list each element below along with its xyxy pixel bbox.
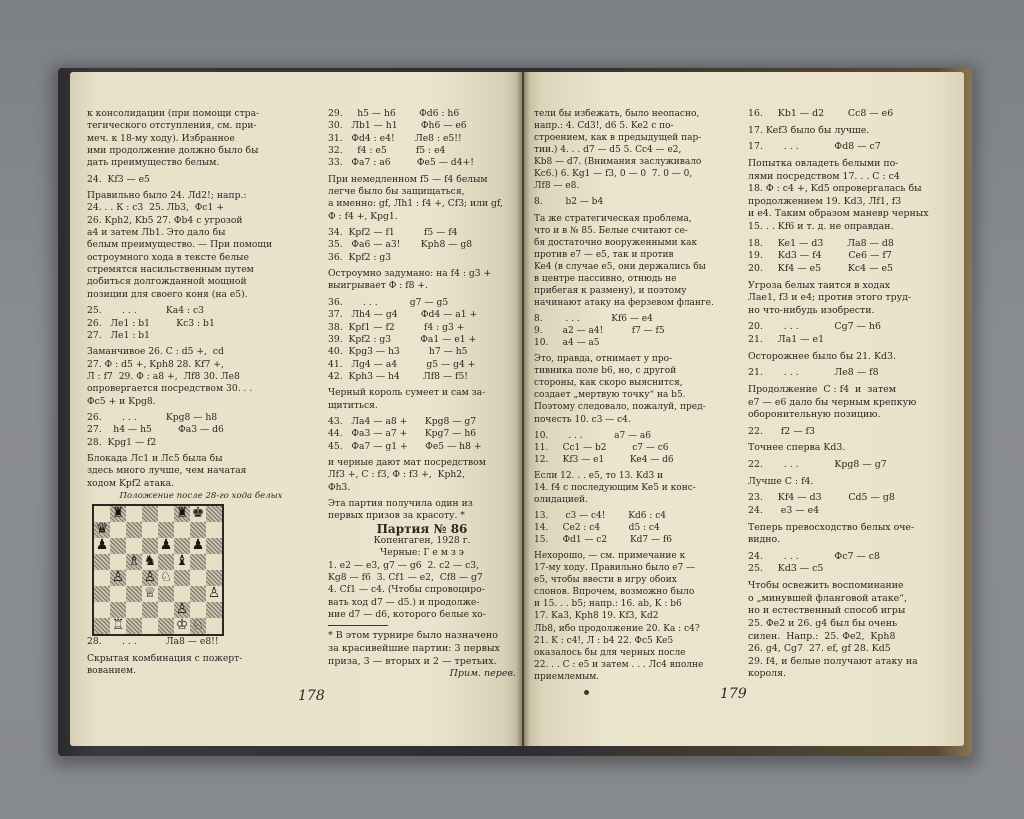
board-square <box>174 618 190 634</box>
board-square <box>206 538 222 554</box>
board-square <box>110 586 126 602</box>
board-square <box>174 570 190 586</box>
board-square <box>206 602 222 618</box>
text-line: прибегая к размену), и поэтому <box>534 285 687 296</box>
text-line: строением, как в предыдущей пар- <box>534 133 702 144</box>
text-line: 37. Лh4 — g4 Фd4 — a1 + <box>328 309 478 321</box>
text-line: Блокада Лc1 и Лc5 была бы <box>87 452 223 464</box>
chess-piece-icon: ♝ <box>175 553 189 569</box>
text-line: 22. . . . Kpg8 — g7 <box>748 459 887 470</box>
text-line: остроумного хода в тексте белые <box>87 251 249 263</box>
text-line: 12. Kf3 — e1 Ke4 — d6 <box>534 454 674 465</box>
text-line: 8. b2 — b4 <box>534 197 604 208</box>
footnote-sign: Прим. перев. <box>449 668 516 680</box>
board-square <box>110 506 126 522</box>
text-line: 32. f4 : e5 f5 : e4 <box>328 145 446 157</box>
board-square <box>190 586 206 602</box>
text-line: Нехорошо, — см. примечание к <box>534 551 686 562</box>
board-square <box>174 522 190 538</box>
board-square <box>126 506 142 522</box>
text-line: создает „мертвую точку“ на b5. <box>534 390 686 401</box>
text-line: Лf8 — e8. <box>534 181 580 192</box>
text-line: Продолжение C : f4 и затем <box>748 383 896 395</box>
text-line: 19. Kd3 — f4 Ce6 — f7 <box>748 250 892 262</box>
text-line: белым преимущество. — При помощи <box>87 239 273 251</box>
text-line: олидацией. <box>534 494 589 505</box>
text-line: Осторожнее было бы 21. Kd3. <box>748 350 896 362</box>
board-square <box>94 618 110 634</box>
text-line: 18. Ke1 — d3 Лa8 — d8 <box>748 237 894 249</box>
text-line: стороны, как скоро выяснится, <box>534 378 683 389</box>
text-line: выигрывает Ф : f8 +. <box>328 280 429 292</box>
text-line: Правильно было 24. Лd2!; напр.: <box>87 190 247 202</box>
text-line: 24. . . К : c3 25. Лb3, Фc1 + <box>87 202 225 214</box>
text-line: и 15. . . b5; напр.: 16. ab, K : b6 <box>534 599 682 610</box>
text-line: 21. Лa1 — e1 <box>748 334 825 345</box>
board-square <box>142 602 158 618</box>
text-line: о „минувшей фланговой атаке“, <box>748 592 907 604</box>
text-line: 35. Фa6 — a3! Kph8 — g8 <box>328 239 473 251</box>
text-line: Эта партия получила один из <box>328 497 473 509</box>
chess-piece-icon: ♟ <box>95 537 109 553</box>
text-line: 20. . . . Cg7 — h6 <box>748 321 881 333</box>
chess-piece-icon: ♛ <box>95 521 109 537</box>
text-line: слонов. Впрочем, возможно было <box>534 587 695 598</box>
text-line: Kg8 — f6 3. Cf1 — e2, Cf8 — g7 <box>328 572 483 584</box>
text-line: но что-нибудь изобрести. <box>748 304 875 316</box>
text-line: тели бы избежать, было неопасно, <box>534 109 700 119</box>
text-line: 21. . . . Лe8 — f8 <box>748 367 879 379</box>
text-line: 43. Лa4 — a8 + Kpg8 — g7 <box>328 415 477 427</box>
board-square <box>206 506 222 522</box>
text-line: Черный король сумеет и сам за- <box>328 387 486 399</box>
text-line: 25. . . . Ka4 : c3 <box>87 305 204 317</box>
text-line: вать ход d7 — d5.) и продолже- <box>328 596 480 608</box>
text-line: Скрытая комбинация с пожерт- <box>87 652 243 664</box>
text-line: 17. Kef3 было бы лучше. <box>748 124 870 136</box>
board-square <box>94 570 110 586</box>
text-line: 29. f4, и белые получают атаку на <box>748 655 918 667</box>
text-line: стремятся насильственным путем <box>87 264 254 276</box>
text-line: опровергается посредством 30. . . <box>87 383 253 395</box>
text-line: Kb8 — d7. (Внимания заслуживало <box>534 157 702 168</box>
text-line: видно. <box>748 534 781 546</box>
text-line: против e7 — e5, так и против <box>534 249 674 260</box>
board-square <box>190 570 206 586</box>
text-line: тегического отступления, см. при- <box>87 120 257 132</box>
text-line: 42. Kph3 — h4 Лf8 — f5! <box>328 370 468 382</box>
chess-diagram <box>92 504 224 636</box>
text-line: к консолидации (при помощи стра- <box>87 108 260 119</box>
board-square <box>206 554 222 570</box>
text-line: 27. Ф : d5 +, Kph8 28. Kf7 +, <box>87 358 224 370</box>
text-line: силен. Напр.: 25. Фe2, Kph8 <box>748 630 896 642</box>
text-line: 38. Kpf1 — f2 f4 : g3 + <box>328 321 465 333</box>
text-line: 39. Kpf2 : g3 Фa1 — e1 + <box>328 333 477 345</box>
chess-piece-icon: ♘ <box>191 617 205 633</box>
text-line: Угроза белых таится в ходах <box>748 279 891 291</box>
text-line: добиться долгожданной мощной <box>87 276 247 288</box>
text-line: Ф : f4 +, Kpg1. <box>328 210 398 222</box>
text-line: Лf3 +, С : f3, Ф : f3 +, Kph2, <box>328 469 466 481</box>
text-line: 14. f4 с последующим Ke5 и конс- <box>534 482 696 493</box>
text-line: Чтобы освежить воспоминание <box>748 580 904 591</box>
text-line: 36. . . . g7 — g5 <box>328 296 449 308</box>
board-square <box>190 554 206 570</box>
text-line: a4 и затем Лb1. Это дало бы <box>87 227 226 239</box>
chess-piece-icon: ♞ <box>143 553 157 569</box>
text-line: Ke4 (в случае e5, они держались бы <box>534 261 706 272</box>
board-square <box>158 506 174 522</box>
text-line: e7 — e6 дало бы черным крепкую <box>748 396 917 408</box>
board-square <box>142 522 158 538</box>
text-line: 17-му ходу. Правильно было e7 — <box>534 563 696 574</box>
chess-piece-icon: ♔ <box>175 617 189 633</box>
text-line: Остроумно задумано: на f4 : g3 + <box>328 268 492 280</box>
board-square <box>174 506 190 522</box>
text-line: 24. Kf3 — e5 <box>87 173 150 185</box>
page-number-left: 178 <box>298 688 325 704</box>
text-line: ими продолжение должно было бы <box>87 145 259 157</box>
board-square <box>206 618 222 634</box>
text-line: Kc6.) 6. Kg1 — f3, 0 — 0 7. 0 — 0, <box>534 169 693 180</box>
text-line: 40. Kpg3 — h3 h7 — h5 <box>328 346 468 358</box>
text-line: 26. g4, Cg7 27. ef, gf 28. Kd5 <box>748 643 891 655</box>
board-square <box>110 522 126 538</box>
text-line: и e4. Таким образом маневр черных <box>748 208 929 220</box>
right-page <box>524 72 964 746</box>
text-line: оборонительную позицию. <box>748 409 881 421</box>
board-square <box>94 554 110 570</box>
board-square <box>126 554 142 570</box>
board-square <box>190 506 206 522</box>
chess-piece-icon: ♟ <box>191 537 205 553</box>
text-line: Если 12. . . e5, то 13. Kd3 и <box>534 470 664 481</box>
text-line: начинают атаку на ферзевом фланге. <box>534 297 714 308</box>
text-line: почесть 10. c3 — c4. <box>534 414 631 425</box>
text-line: 25. Kd3 — c5 <box>748 563 824 575</box>
page-number-right: 179 <box>720 686 747 702</box>
footnote-rule <box>328 625 388 626</box>
text-line: лями посредством 17. . . C : c4 <box>748 170 900 182</box>
chess-piece-icon: ♜ <box>175 505 189 521</box>
board-square <box>94 538 110 554</box>
text-line: в центре пассивно, отнюдь не <box>534 273 677 284</box>
board-square <box>142 506 158 522</box>
text-line: 28. . . . Лa8 — e8!! <box>87 636 219 648</box>
text-line: 20. Kf4 — e5 Kc4 — e5 <box>748 262 893 274</box>
text-line: ние d7 — d6, которого белые хо- <box>328 609 486 621</box>
chess-piece-icon: ♙ <box>111 569 125 585</box>
board-square <box>142 618 158 634</box>
text-line: 10. a4 — a5 <box>534 338 600 349</box>
chess-piece-icon: ♗ <box>127 553 141 569</box>
text-line: 9. a2 — a4! f7 — f5 <box>534 326 665 337</box>
right-page-column-2 <box>748 108 958 681</box>
text-line: Фc5 + и Kpg8. <box>87 395 156 407</box>
text-line: ходом Kpf2 атака. <box>87 477 175 489</box>
text-line: дать преимущество белым. <box>87 157 220 169</box>
board-square <box>110 538 126 554</box>
text-line: Это, правда, отнимает у про- <box>534 354 673 365</box>
text-line: 24. e3 — e4 <box>748 504 820 516</box>
text-line: щититься. <box>328 399 378 411</box>
text-line: легче было бы защищаться, <box>328 186 465 198</box>
chess-piece-icon: ♜ <box>111 505 125 521</box>
text-line: бя достаточно вооруженными как <box>534 237 698 248</box>
text-line: 30. Лb1 — h1 Фh6 — e6 <box>328 120 467 132</box>
chess-piece-icon: ♖ <box>111 617 125 633</box>
text-line: 26. Лe1 : b1 Kc3 : b1 <box>87 317 215 329</box>
game-black-player: Черные: Г е м з э <box>380 547 464 559</box>
text-line: что и в № 85. Белые считают се- <box>534 225 688 236</box>
board-square <box>158 586 174 602</box>
text-line: При немедленном f5 — f4 белым <box>328 173 488 185</box>
board-square <box>126 602 142 618</box>
text-line: 24. . . . Фc7 — c8 <box>748 550 880 562</box>
board-square <box>94 602 110 618</box>
board-square <box>174 554 190 570</box>
game-title: Партия № 86 <box>376 521 468 536</box>
text-line: тии.) 4. . . d7 — d5 5. Cc4 — e2, <box>534 145 682 156</box>
board-square <box>126 618 142 634</box>
book-gutter <box>516 72 530 746</box>
footnote-line: приза, 3 — вторых и 2 — третьих. <box>328 655 497 667</box>
text-line: позиции для своего коня (на e5). <box>87 288 248 300</box>
text-line: 34. Kpf2 — f1 f5 — f4 <box>328 227 458 239</box>
text-line: e5, чтобы ввести в игру обоих <box>534 575 677 586</box>
board-square <box>110 570 126 586</box>
board-square <box>158 602 174 618</box>
text-line: 18. Ф : c4 +, Kd5 опровергалась бы <box>748 183 922 195</box>
text-line: и черные дают мат посредством <box>328 456 486 468</box>
text-line: здесь много лучше, чем начатая <box>87 465 247 477</box>
right-page-column-1 <box>534 108 749 683</box>
text-line: 11. Cc1 — b2 c7 — c6 <box>534 442 669 453</box>
text-line: 29. h5 — h6 Фd6 : h6 <box>328 108 460 119</box>
chess-piece-icon: ♟ <box>159 537 173 553</box>
board-square <box>126 522 142 538</box>
text-line: 15. Фd1 — c2 Kd7 — f6 <box>534 535 672 546</box>
text-line: 23. Kf4 — d3 Cd5 — g8 <box>748 492 895 504</box>
text-line: а именно: gf, Лh1 : f4 +, Cf3; или gf, <box>328 198 503 210</box>
text-line: 16. Kb1 — d2 Cc8 — e6 <box>748 108 894 119</box>
text-line: оказалось бы для черных после <box>534 647 686 658</box>
page-dot-mark <box>584 690 589 695</box>
text-line: 45. Фa7 — g1 + Фe5 — h8 + <box>328 440 482 452</box>
text-line: Поэтому следовало, пожалуй, пред- <box>534 402 706 413</box>
text-line: первых призов за красоту. * <box>328 510 465 522</box>
chess-piece-icon: ♕ <box>143 585 157 601</box>
text-line: 28. Kpg1 — f2 <box>87 436 157 448</box>
text-line: 13. c3 — c4! Kd6 : c4 <box>534 510 666 521</box>
board-square <box>110 618 126 634</box>
text-line: 26. Kph2, Kb5 27. Фb4 с угрозой <box>87 214 243 226</box>
chess-piece-icon: ♙ <box>143 569 157 585</box>
text-line: Попытка овладеть белыми по- <box>748 157 899 169</box>
board-square <box>94 586 110 602</box>
text-line: Заманчивое 26. С : d5 +, cd <box>87 346 224 358</box>
footnote-line: за красивейшие партии: 3 первых <box>328 643 500 654</box>
text-line: 4. Cf1 — c4. (Чтобы спровоциро- <box>328 584 485 596</box>
text-line: напр.: 4. Cd3!, d6 5. Ke2 с по- <box>534 121 674 132</box>
board-square <box>126 586 142 602</box>
text-line: но и естественный способ игры <box>748 605 906 617</box>
text-line: меч. к 18-му ходу). Избранное <box>87 132 235 144</box>
board-square <box>142 586 158 602</box>
board-square <box>126 570 142 586</box>
text-line: Та же стратегическая проблема, <box>534 213 692 224</box>
board-square <box>206 522 222 538</box>
text-line: 27. Лe1 : b1 <box>87 329 150 341</box>
text-line: 36. Kpf2 : g3 <box>328 251 392 263</box>
text-line: 44. Фa3 — a7 + Kpg7 — h6 <box>328 428 477 440</box>
board-square <box>190 538 206 554</box>
text-line: 15. . . Kf6 и т. д. не оправдан. <box>748 221 894 232</box>
footnote-line: * В этом турнире было назначено <box>328 630 498 642</box>
text-line: Фh3. <box>328 481 351 493</box>
chess-piece-icon: ♙ <box>175 601 189 617</box>
board-square <box>158 570 174 586</box>
text-line: Теперь превосходство белых оче- <box>748 521 915 533</box>
text-line: 8. . . . Kf6 — e4 <box>534 314 653 324</box>
chess-piece-icon: ♙ <box>207 585 221 601</box>
board-square <box>158 618 174 634</box>
text-line: 10. . . . a7 — a6 <box>534 430 652 441</box>
text-line: 33. Фa7 : a6 Фe5 — d4+! <box>328 157 474 169</box>
text-line: 27. h4 — h5 Фa3 — d6 <box>87 424 224 436</box>
chess-piece-icon: ♘ <box>159 569 173 585</box>
left-page-column-2 <box>328 108 516 681</box>
text-line: Л : f7 29. Ф : a8 +, Лf8 30. Лe8 <box>87 370 240 382</box>
text-line: тивника поле b6, но, с другой <box>534 366 677 377</box>
text-line: вованием. <box>87 665 137 676</box>
text-line: 17. Ka3, Kph8 19. Kf3, Kd2 <box>534 611 659 622</box>
text-line: Лb8, ибо продолжение 20. Ka : c4? <box>534 623 700 634</box>
text-line: 14. Ce2 : c4 d5 : c4 <box>534 523 660 533</box>
text-line: 17. . . . Фd8 — c7 <box>748 141 881 153</box>
text-line: Точнее сперва Kd3. <box>748 442 846 454</box>
board-square <box>190 618 206 634</box>
game-place: Копенгаген, 1928 г. <box>373 535 471 546</box>
board-square <box>158 538 174 554</box>
text-line: 31. Фd4 : e4! Лe8 : e5!! <box>328 132 462 144</box>
board-square <box>206 586 222 602</box>
text-line: приемлемым. <box>534 671 600 682</box>
text-line: Лae1, f3 и e4; против этого труд- <box>748 292 912 304</box>
diagram-caption: Положение после 28-го хода белых <box>119 490 283 501</box>
text-line: 41. Лg4 — a4 g5 — g4 + <box>328 358 476 370</box>
text-line: короля. <box>748 668 786 680</box>
text-line: продолжением 19. Kd3, Лf1, f3 <box>748 195 902 207</box>
text-line: 22. . . C : e5 и затем . . . Лc4 вполне <box>534 659 704 670</box>
text-line: Лучше C : f4. <box>748 475 814 487</box>
text-line: 22. f2 — f3 <box>748 425 815 437</box>
text-line: 1. e2 — e3, g7 — g6 2. c2 — c3, <box>328 559 480 571</box>
text-line: 26. . . . Kpg8 — h8 <box>87 411 218 423</box>
left-page <box>70 72 522 746</box>
text-line: 25. Фe2 и 26. g4 был бы очень <box>748 617 898 629</box>
chess-piece-icon: ♚ <box>191 505 205 521</box>
text-line: 21. K : c4!, Л : b4 22. Фc5 Ke5 <box>534 635 674 646</box>
